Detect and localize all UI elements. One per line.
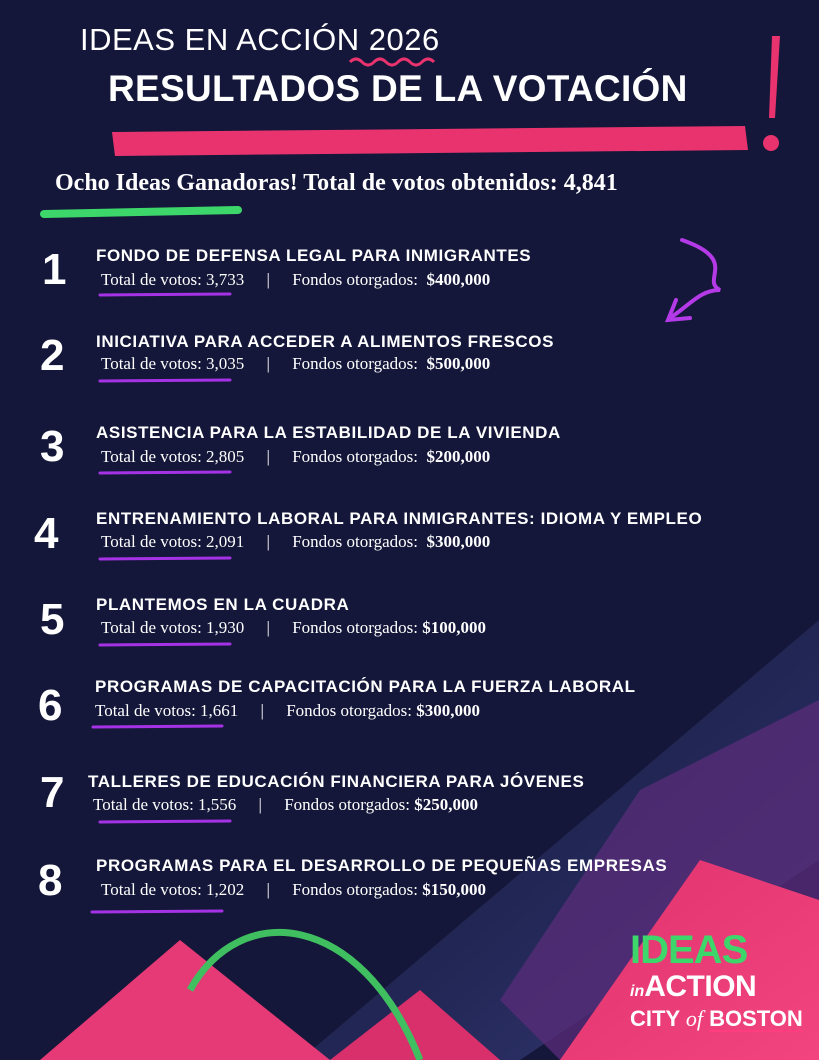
ideas-in-action-logo — [630, 930, 810, 1032]
votes-value: 1,202 — [206, 880, 245, 899]
idea-title: PLANTEMOS EN LA CUADRA — [96, 595, 350, 614]
funds-value: $300,000 — [426, 532, 491, 551]
rank-number: 4 — [34, 509, 59, 558]
separator: | — [266, 618, 270, 637]
votes-value: 2,091 — [206, 532, 245, 551]
separator: | — [260, 701, 264, 720]
funds-value: $250,000 — [414, 795, 478, 814]
result-item — [0, 330, 819, 390]
idea-stats — [93, 795, 478, 815]
rank-number: 6 — [38, 681, 63, 730]
idea-stats — [95, 701, 480, 721]
votes-value: 3,733 — [206, 270, 245, 289]
logo-of-text: of — [685, 1006, 703, 1031]
logo-in-action-line — [630, 970, 810, 1004]
result-item — [0, 244, 819, 304]
votes-label: Total de votos: — [101, 354, 202, 373]
separator: | — [266, 532, 270, 551]
funds-label: Fondos otorgados: — [286, 701, 412, 720]
separator: | — [258, 795, 262, 814]
winners-headline: Ocho Ideas Ganadoras! Total de votos obtenidos: 4,841 — [55, 170, 618, 196]
votes-label: Total de votos: — [101, 618, 202, 637]
funds-label: Fondos otorgados: — [292, 618, 418, 637]
funds-label: Fondos otorgados: — [284, 795, 410, 814]
pink-squiggle-shape — [350, 59, 434, 65]
pink-brush-stroke-shape — [112, 126, 748, 156]
logo-city-line — [630, 1006, 810, 1032]
idea-stats — [101, 270, 490, 290]
rank-number: 1 — [42, 245, 67, 294]
funds-value: $100,000 — [422, 618, 486, 637]
votes-label: Total de votos: — [93, 795, 194, 814]
votes-label: Total de votos: — [101, 270, 202, 289]
result-item — [0, 508, 819, 568]
result-item — [0, 768, 819, 831]
idea-title: FONDO DE DEFENSA LEGAL PARA INMIGRANTES — [96, 246, 532, 265]
votes-value: 1,556 — [198, 795, 237, 814]
idea-stats — [101, 532, 490, 552]
votes-label: Total de votos: — [101, 880, 202, 899]
funds-value: $200,000 — [426, 447, 491, 466]
votes-label: Total de votos: — [95, 701, 196, 720]
separator: | — [266, 447, 270, 466]
rank-number: 2 — [40, 331, 65, 380]
votes-value: 1,930 — [206, 618, 245, 637]
logo-ideas-text: IDEAS — [630, 928, 748, 972]
result-item — [0, 676, 819, 736]
votes-value: 3,035 — [206, 354, 245, 373]
idea-stats — [101, 880, 486, 900]
separator: | — [266, 354, 270, 373]
rank-number: 8 — [38, 856, 63, 905]
idea-title: ASISTENCIA PARA LA ESTABILIDAD DE LA VIVIENDA — [96, 423, 561, 442]
votes-label: Total de votos: — [101, 532, 202, 551]
result-item — [0, 421, 819, 481]
result-item — [0, 855, 819, 915]
exclamation-dot-shape — [763, 135, 779, 151]
idea-stats — [101, 618, 486, 638]
funds-label: Fondos otorgados: — [292, 270, 418, 289]
green-underline-shape — [44, 210, 238, 214]
poster-title: RESULTADOS DE LA VOTACIÓN — [108, 68, 688, 109]
separator: | — [266, 880, 270, 899]
funds-label: Fondos otorgados: — [292, 532, 418, 551]
idea-title: TALLERES DE EDUCACIÓN FINANCIERA PARA JÓVENES — [88, 772, 585, 791]
idea-stats — [101, 354, 490, 374]
separator: | — [266, 270, 270, 289]
funds-label: Fondos otorgados: — [292, 880, 418, 899]
pink-diamond-left-shape — [40, 940, 330, 1060]
poster-subtitle: IDEAS EN ACCIÓN 2026 — [80, 22, 440, 57]
idea-title: PROGRAMAS DE CAPACITACIÓN PARA LA FUERZA LABORAL — [95, 677, 636, 696]
logo-city-text: CITY — [630, 1006, 680, 1031]
funds-label: Fondos otorgados: — [292, 447, 418, 466]
result-item — [0, 594, 819, 654]
rank-number: 3 — [40, 422, 65, 471]
idea-title: ENTRENAMIENTO LABORAL PARA INMIGRANTES: IDIOMA Y EMPLEO — [96, 509, 703, 528]
rank-number: 5 — [40, 595, 65, 644]
funds-value: $150,000 — [422, 880, 486, 899]
logo-boston-text: BOSTON — [709, 1006, 803, 1031]
funds-label: Fondos otorgados: — [292, 354, 418, 373]
logo-in-text: in — [630, 983, 645, 1000]
rank-number: 7 — [40, 768, 65, 817]
votes-value: 1,661 — [200, 701, 239, 720]
funds-value: $500,000 — [426, 354, 491, 373]
idea-stats — [101, 447, 490, 467]
exclamation-mark-shape — [769, 36, 780, 118]
votes-value: 2,805 — [206, 447, 245, 466]
idea-title: PROGRAMAS PARA EL DESARROLLO DE PEQUEÑAS EMPRESAS — [96, 856, 668, 875]
funds-value: $300,000 — [416, 701, 480, 720]
logo-action-text: ACTION — [644, 970, 757, 1003]
idea-title: INICIATIVA PARA ACCEDER A ALIMENTOS FRESCOS — [96, 332, 555, 351]
funds-value: $400,000 — [426, 270, 491, 289]
votes-label: Total de votos: — [101, 447, 202, 466]
